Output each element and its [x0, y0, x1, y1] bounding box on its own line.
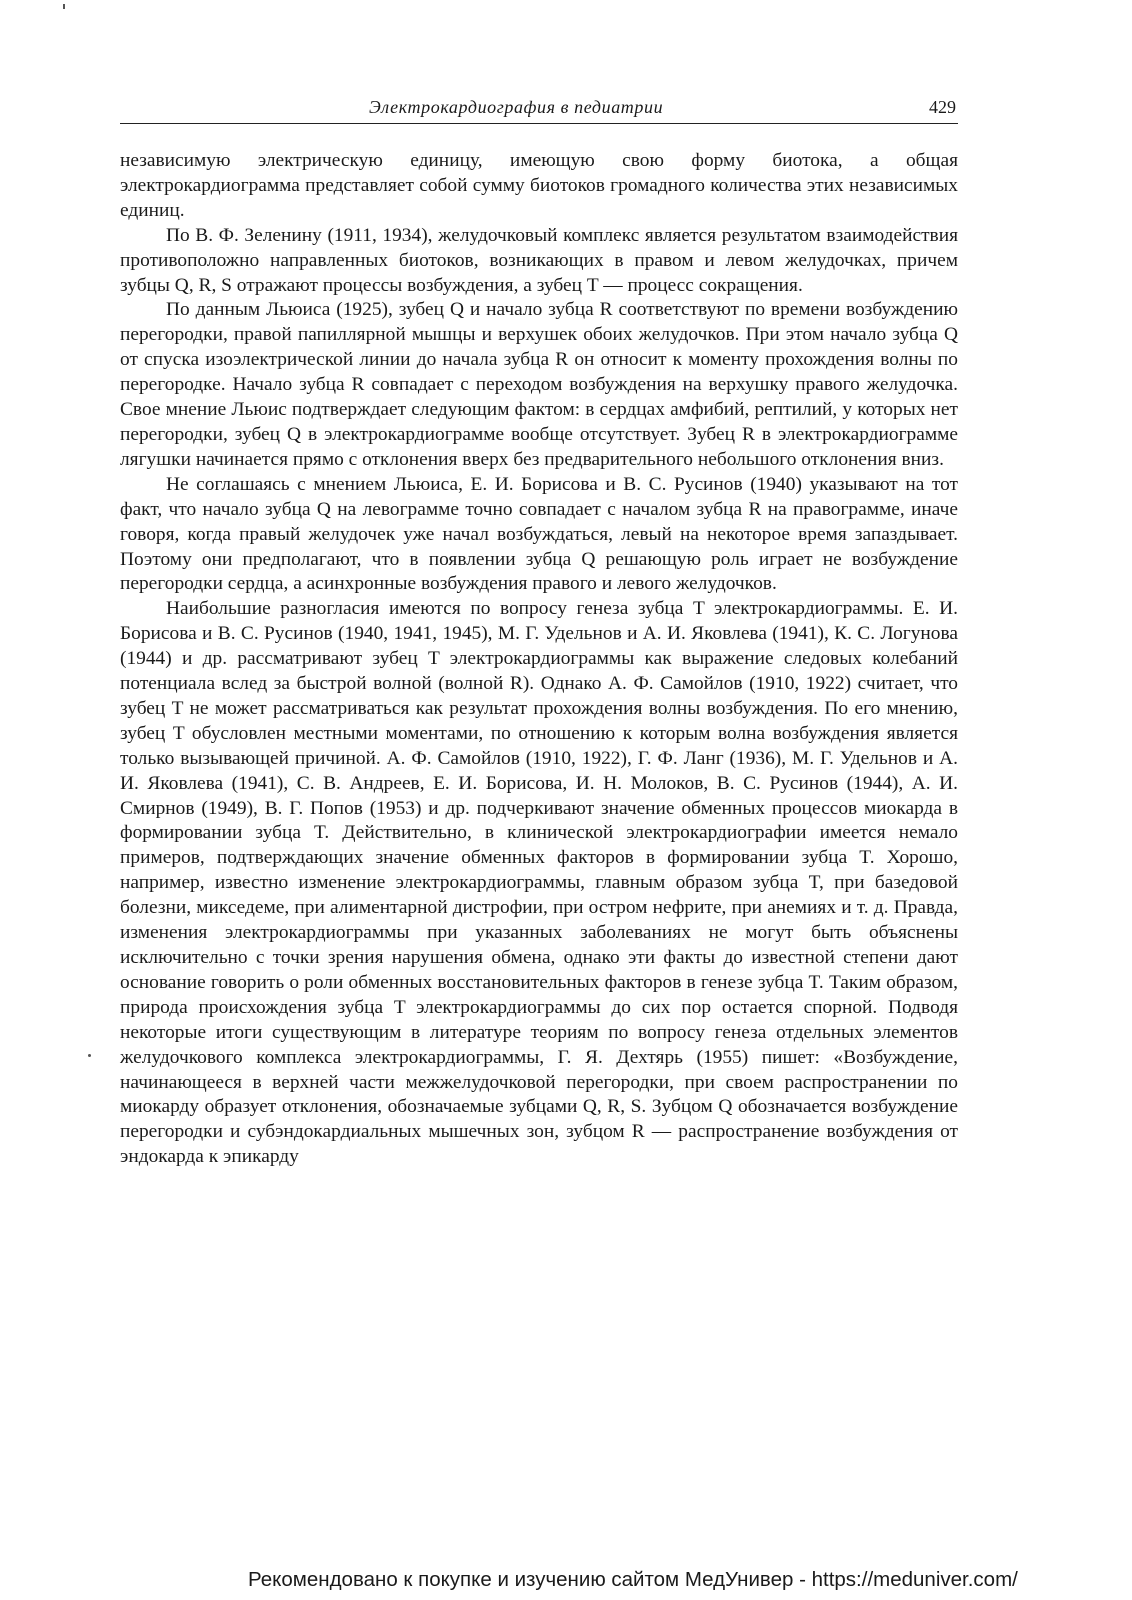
paragraph: По В. Ф. Зеленину (1911, 1934), желудочковый комплекс является результатом взаимодействия противоположно направленных биотоков, возникающих в правом и левом желудочках, причем зубцы Q, R, S отражают процессы возбуждения, а зубец T — процесс сокращения.	[120, 224, 958, 296]
scan-mark	[88, 1054, 91, 1057]
paragraph: Не соглашаясь с мнением Льюиса, Е. И. Борисова и В. С. Русинов (1940) указывают на тот факт, что начало зубца Q на левограмме точно совпадает с началом зубца R на правограмме, иначе говоря, когда правый желудочек уже начал возбуждаться, левый на некоторое время запаздывает. Поэтому они предполагают, что в появлении зубца Q решающую роль играет не возбуждение перегородки сердца, а асинхронные возбуждения правого и левого желудочков.	[120, 473, 958, 595]
running-header	[120, 97, 958, 124]
paragraph: независимую электрическую единицу, имеющую свою форму биотока, а общая электрокардиограмма представляет собой сумму биотоков громадного количества этих независимых единиц.	[120, 150, 958, 221]
paragraph: Наибольшие разногласия имеются по вопросу генеза зубца T электрокардиограммы. Е. И. Борисова и В. С. Русинов (1940, 1941, 1945), М. Г. Удельнов и А. И. Яковлева (1941), К. С. Логунова (1944) и др. рассматривают зубец T электрокардиограммы как выражение следовых колебаний потенциала вслед за быстрой волной (волной R). Однако А. Ф. Самойлов (1910, 1922) считает, что зубец T не может рассматриваться как результат прохождения волны возбуждения. По его мнению, зубец T обусловлен местными моментами, по отношению к которым волна возбуждения является только вызывающей причиной. А. Ф. Самойлов (1910, 1922), Г. Ф. Ланг (1936), М. Г. Удельнов и А. И. Яковлева (1941), С. В. Андреев, Е. И. Борисова, И. Н. Молоков, В. С. Русинов (1944), А. И. Смирнов (1949), В. Г. Попов (1953) и др. подчеркивают значение обменных процессов миокарда в формировании зубца T. Действительно, в клинической электрокардиографии имеется немало примеров, подтверждающих значение обменных факторов в формировании зубца T. Хорошо, например, известно изменение электрокардиограммы, главным образом зубца T, при базедовой болезни, микседеме, при алиментарной дистрофии, при остром нефрите, при анемиях и т. д. Правда, изменения электрокардиограммы при указанных заболеваниях не могут быть объяснены исключительно с точки зрения нарушения обмена, однако эти факты до известной степени дают основание говорить о роли обменных восстановительных факторов в генезе зубца T. Таким образом, природа происхождения зубца T электрокардиограммы до сих пор остается спорной. Подводя некоторые итоги существующим в литературе теориям по вопросу генеза отдельных элементов желудочкового комплекса электрокардиограммы, Г. Я. Дехтярь (1955) пишет: «Возбуждение, начинающееся в верхней части межжелудочковой перегородки, при своем распространении по миокарду образует отклонения, обозначаемые зубцами Q, R, S. Зубцом Q обозначается возбуждение перегородки и субэндокардиальных мышечных зон, зубцом R — распространение возбуждения от эндокарда к эпикарду	[120, 598, 958, 1168]
page-number: 429	[929, 97, 956, 117]
running-header-title: Электрокардиография в педиатрии	[369, 97, 664, 117]
paragraph: По данным Льюиса (1925), зубец Q и начало зубца R соответствуют по времени возбуждению перегородки, правой папиллярной мышцы и верхушек обоих желудочков. При этом начало зубца Q от спуска изоэлектрической линии до начала зубца R он относит к моменту прохождения волны по перегородке. Начало зубца R совпадает с переходом возбуждения на верхушку правого желудочка. Свое мнение Льюис подтверждает следующим фактом: в сердцах амфибий, рептилий, у которых нет перегородки, зубец Q в электрокардиограмме вообще отсутствует. Зубец R в электрокардиограмме лягушки начинается прямо с отклонения вверх без предварительного небольшого отклонения вниз.	[120, 299, 958, 470]
scan-mark	[63, 4, 65, 9]
footer-recommendation: Рекомендовано к покупке и изучению сайтом МедУнивер - https://meduniver.com/	[248, 1568, 1018, 1591]
body-text	[120, 149, 958, 1170]
